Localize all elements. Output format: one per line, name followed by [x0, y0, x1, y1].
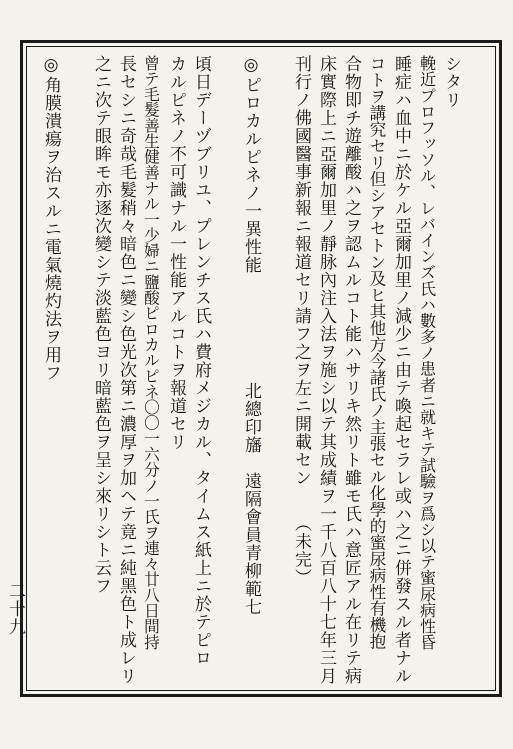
text-column: カルピネノ不可識ナル一性能アルコトヲ報道セリ	[166, 55, 186, 451]
text-column: コトヲ講究セリ但シアセトン及ヒ其他方今諸氏ノ主張セル化學的蜜尿病性有機抱	[367, 55, 386, 650]
text-column: 頃日デーヅブリユ、プレンチス氏ハ費府メジカル、タイムス紙上ニ於テピロ	[191, 55, 211, 667]
text-column: 長セシニ奇哉毛髮稍々暗色ニ變シ色光次第ニ濃厚ヲ加ヘテ竟ニ純黑色ト成レリ	[116, 55, 136, 685]
text-column: 合物即チ遊離酸ハ之ヲ認ムルコト能ハサリキ然リト雖モ氏ハ意匠アル在リテ病	[341, 55, 361, 685]
page-number: 二十九	[5, 582, 25, 636]
text-column: 曾テ毛髮善生健善ナル一少婦ニ鹽酸ピロカルピネ〇〇一六分ノ一氏ヲ連々廿八日間持	[142, 55, 161, 650]
text-column: シタリ	[441, 55, 461, 109]
article-heading: ◎角膜潰瘍ヲ治スルニ電氣燒灼法ヲ用フ	[41, 55, 61, 382]
text-column: 睡症ハ血中ニ於ケル亞爾加里ノ減少ニ由テ喚起セラレ或ハ之ニ併發スル者ナル	[391, 55, 411, 685]
text-column: 刊行ノ佛國醫事新報ニ報道セリ請フ之ヲ左ニ開載セン （未完）	[291, 55, 311, 587]
article-heading: ◎ピロカルピネノ一異性能 北總印旛 遠隔會員青柳範七	[241, 55, 261, 616]
text-column: 輓近プロフッソル、レバインズ氏ハ數多ノ患者ニ就キテ試驗ヲ爲シ以テ蜜尿病性昏	[417, 55, 436, 650]
text-column: 之ニ次テ眼眸モ亦逐次變シテ淡藍色ヨリ暗藍色ヲ呈シ來リシト云フ	[91, 55, 111, 595]
text-column: 床實際上ニ亞爾加里ノ靜脉內注入法ヲ施シ以テ其成績ヲ一千八百八十七年三月	[316, 55, 336, 685]
